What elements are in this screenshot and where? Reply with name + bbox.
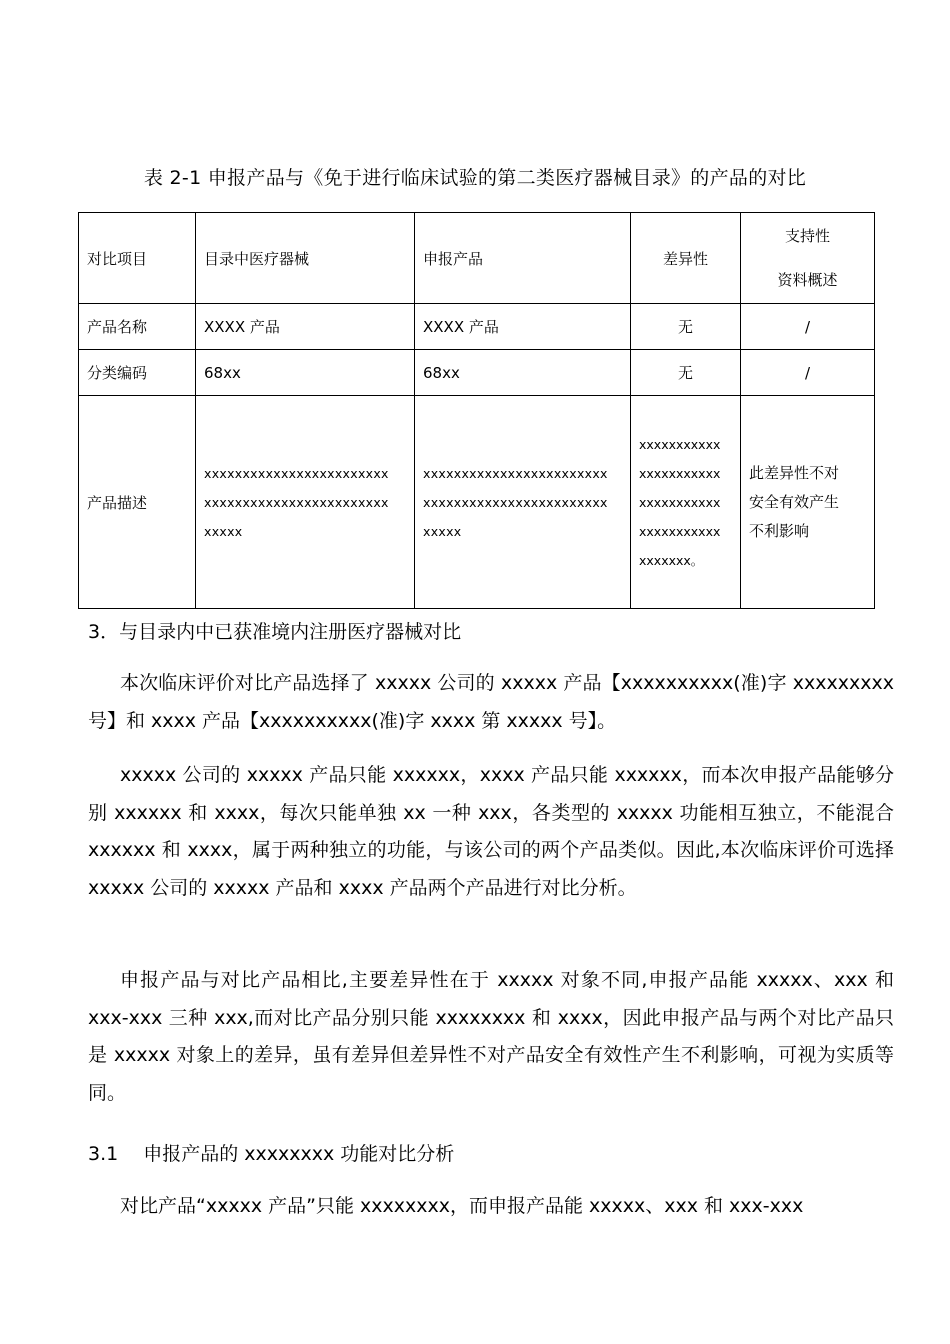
cell-item: 产品名称 [79, 304, 196, 350]
header-support-summary [741, 213, 875, 304]
header-support: 支持性 [784, 227, 830, 245]
cell-catalog [196, 396, 415, 609]
text-line: xxxxxxxxxxxxxxxxxxxxxxxx [423, 494, 608, 510]
comparison-table [78, 212, 875, 609]
text-line: xxxxxxxxxxx [639, 523, 721, 539]
text-line: xxxxx [423, 523, 462, 539]
cell-declared: XXXX 产品 [415, 304, 631, 350]
table-caption: 表 2-1 申报产品与《免于进行临床试验的第二类医疗器械目录》的产品的对比 [143, 167, 807, 189]
table-row [79, 396, 875, 609]
cell-diff [631, 396, 741, 609]
text-line: xxxxxxxxxxxxxxxxxxxxxxxx [204, 494, 389, 510]
section-heading-3: 3．与目录内中已获准境内注册医疗器械对比 [88, 621, 462, 643]
text-line: 此差异性不对 [749, 463, 840, 482]
text-line: xxxxxxxxxxx [639, 465, 721, 481]
paragraph: 对比产品“xxxxx 产品”只能 xxxxxxxx，而申报产品能 xxxxx、xxx 和 xxx-xxx [120, 1195, 804, 1217]
table-row [79, 350, 875, 396]
header-compare-item: 对比项目 [79, 213, 196, 304]
text-line: xxxxxxxxxxx [639, 436, 721, 452]
cell-declared: 68xx [415, 350, 631, 396]
header-difference: 差异性 [631, 213, 741, 304]
header-catalog-device: 目录中医疗器械 [196, 213, 415, 304]
text-line: xxxxxxxxxxx [639, 494, 721, 510]
paragraph: xxxxx 公司的 xxxxx 产品只能 xxxxxx，xxxx 产品只能 xxxxxx，而本次申报产品能够分别 xxxxxx 和 xxxx，每次只能单独 xx 一种 xxx，各类型的 xxxxx 功能相互独立，不能混合 xxxxxx 和 xxxx，属于两种独立的功能，与该公司的两个产品类似。因此,本次临床评价可选择 xxxxx 公司的 xxxxx 产品和 xxxx 产品两个产品进行对比分析。 [88, 764, 894, 899]
text-line: xxxxxxxxxxxxxxxxxxxxxxxx [204, 465, 389, 481]
cell-item: 产品描述 [79, 396, 196, 609]
cell-catalog: XXXX 产品 [196, 304, 415, 350]
paragraph: 本次临床评价对比产品选择了 xxxxx 公司的 xxxxx 产品【xxxxxxxxxx(准)字 xxxxxxxxx 号】和 xxxx 产品【xxxxxxxxxx(准)字 xxxx 第 xxxxx 号】。 [88, 672, 894, 732]
text-line: xxxxxxxxxxxxxxxxxxxxxxxx [423, 465, 608, 481]
header-declared-product: 申报产品 [415, 213, 631, 304]
cell-diff: 无 [631, 304, 741, 350]
text-line: 安全有效产生 [749, 492, 840, 511]
table-row [79, 304, 875, 350]
cell-catalog: 68xx [196, 350, 415, 396]
section-heading-3-1: 3.1 申报产品的 xxxxxxxx 功能对比分析 [88, 1143, 455, 1165]
text-line: xxxxxxx。 [639, 552, 704, 568]
cell-support [741, 396, 875, 609]
cell-support: / [741, 304, 875, 350]
cell-item: 分类编码 [79, 350, 196, 396]
header-summary: 资料概述 [777, 271, 838, 289]
table-header-row [79, 213, 875, 304]
paragraph: 申报产品与对比产品相比,主要差异性在于 xxxxx 对象不同,申报产品能 xxxxx、xxx 和 xxx-xxx 三种 xxx,而对比产品分别只能 xxxxxxxx 和 xxxx，因此申报产品与两个对比产品只是 xxxxx 对象上的差异，虽有差异但差异性不对产品安全有效性产生不利影响，可视为实质等同。 [88, 969, 894, 1104]
cell-declared [415, 396, 631, 609]
text-line: 不利影响 [749, 521, 810, 540]
text-line: xxxxx [204, 523, 243, 539]
cell-support: / [741, 350, 875, 396]
cell-diff: 无 [631, 350, 741, 396]
